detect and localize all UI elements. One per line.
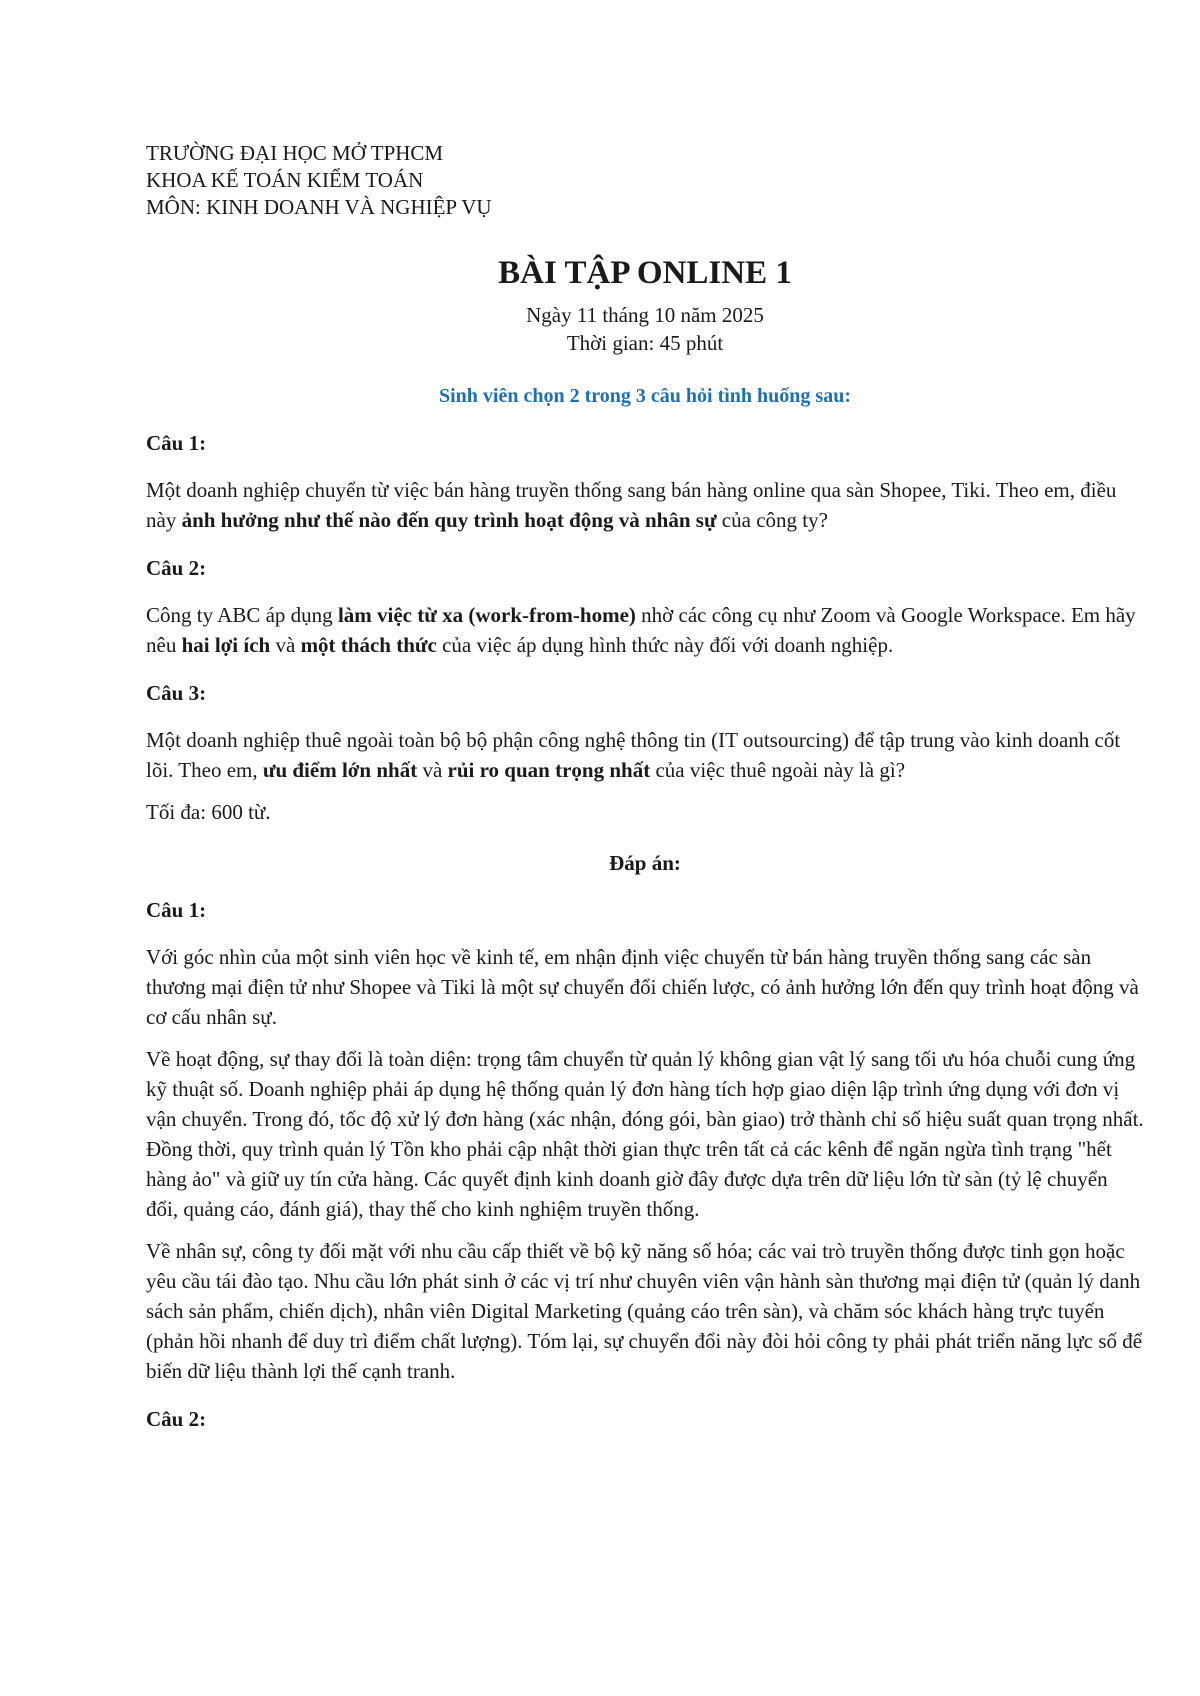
instruction-text: Sinh viên chọn 2 trong 3 câu hỏi tình huống sau: bbox=[439, 385, 851, 407]
exam-duration: Thời gian: 45 phút bbox=[566, 331, 724, 355]
word-limit: Tối đa: 600 từ. bbox=[146, 800, 271, 824]
question-3-part: và bbox=[417, 758, 448, 782]
question-2-label: Câu 2: bbox=[146, 556, 207, 580]
question-1-part: Một doanh nghiệp chuyển từ việc bán hàng truyền thống sang bán hàng online qua sàn Shopee, Tiki. Theo em, điều này bbox=[146, 478, 1117, 532]
question-3-text bbox=[146, 725, 1144, 785]
answer-2-label: Câu 2: bbox=[146, 1407, 207, 1431]
question-3-emphasis: rủi ro quan trọng nhất bbox=[447, 758, 651, 782]
faculty-name: KHOA KẾ TOÁN KIỂM TOÁN bbox=[146, 168, 424, 192]
question-2-part: và bbox=[270, 633, 301, 657]
exam-date: Ngày 11 tháng 10 năm 2025 bbox=[526, 303, 764, 327]
answer-1-paragraph: Về hoạt động, sự thay đổi là toàn diện: trọng tâm chuyển từ quản lý không gian vật lý sang tối ưu hóa chuỗi cung ứng kỹ thuật số. Doanh nghiệp phải áp dụng hệ thống quản lý đơn hàng tích hợp giao diện lập trình ứng dụng với đơn vị vận chuyển. Trong đó, tốc độ xử lý đơn hàng (xác nhận, đóng gói, bàn giao) trở thành chỉ số hiệu suất quan trọng nhất. Đồng thời, quy trình quản lý Tồn kho phải cập nhật thời gian thực trên tất cả các kênh để ngăn ngừa tình trạng "hết hàng ảo" và giữ uy tín cửa hàng. Các quyết định kinh doanh giờ đây được dựa trên dữ liệu lớn từ sàn (tỷ lệ chuyển đổi, quảng cáo, đánh giá), thay thế cho kinh nghiệm truyền thống. bbox=[146, 1047, 1144, 1221]
question-1-text bbox=[146, 475, 1144, 535]
question-1-emphasis: ảnh hưởng như thế nào đến quy trình hoạt động và nhân sự bbox=[181, 508, 717, 532]
answer-1-label: Câu 1: bbox=[146, 898, 207, 922]
question-3-part: của việc thuê ngoài này là gì? bbox=[650, 758, 906, 782]
question-2-part: nhờ các công cụ như Zoom và Google Workspace. Em hãy nêu bbox=[146, 603, 1136, 657]
answer-1-paragraph: Về nhân sự, công ty đối mặt với nhu cầu cấp thiết về bộ kỹ năng số hóa; các vai trò truyền thống được tinh gọn hoặc yêu cầu tái đào tạo. Nhu cầu lớn phát sinh ở các vị trí như chuyên viên vận hành sàn thương mại điện tử (quản lý danh sách sản phẩm, chiến dịch), nhân viên Digital Marketing (quảng cáo trên sàn), và chăm sóc khách hàng trực tuyến (phản hồi nhanh để duy trì điểm chất lượng). Tóm lại, sự chuyển đổi này đòi hỏi công ty phải phát triển năng lực số để biến dữ liệu thành lợi thế cạnh tranh. bbox=[146, 1239, 1143, 1383]
document-title: BÀI TẬP ONLINE 1 bbox=[498, 255, 792, 291]
question-2-emphasis: hai lợi ích bbox=[181, 633, 271, 657]
question-3-emphasis: ưu điểm lớn nhất bbox=[262, 758, 418, 782]
question-2-emphasis: một thách thức bbox=[300, 633, 437, 657]
document-content bbox=[146, 140, 1144, 1433]
university-name: TRƯỜNG ĐẠI HỌC MỞ TPHCM bbox=[146, 141, 444, 165]
answer-1-paragraph: Với góc nhìn của một sinh viên học về kinh tế, em nhận định việc chuyển từ bán hàng truyền thống sang các sàn thương mại điện tử như Shopee và Tiki là một sự chuyển đổi chiến lược, có ảnh hưởng lớn đến quy trình hoạt động và cơ cấu nhân sự. bbox=[146, 945, 1139, 1029]
question-3-label: Câu 3: bbox=[146, 681, 207, 705]
question-2-text bbox=[146, 600, 1144, 660]
question-2-part: của việc áp dụng hình thức này đối với doanh nghiệp. bbox=[436, 633, 894, 657]
answers-heading: Đáp án: bbox=[609, 851, 681, 875]
subject-name: MÔN: KINH DOANH VÀ NGHIỆP VỤ bbox=[146, 195, 492, 219]
question-2-emphasis: làm việc từ xa (work-from-home) bbox=[337, 603, 636, 627]
question-3-part: Một doanh nghiệp thuê ngoài toàn bộ bộ phận công nghệ thông tin (IT outsourcing) để tập trung vào kinh doanh cốt lõi. Theo em, bbox=[146, 728, 1121, 782]
question-1-part: của công ty? bbox=[716, 508, 828, 532]
question-1-label: Câu 1: bbox=[146, 431, 207, 455]
question-2-part: Công ty ABC áp dụng bbox=[146, 603, 338, 627]
